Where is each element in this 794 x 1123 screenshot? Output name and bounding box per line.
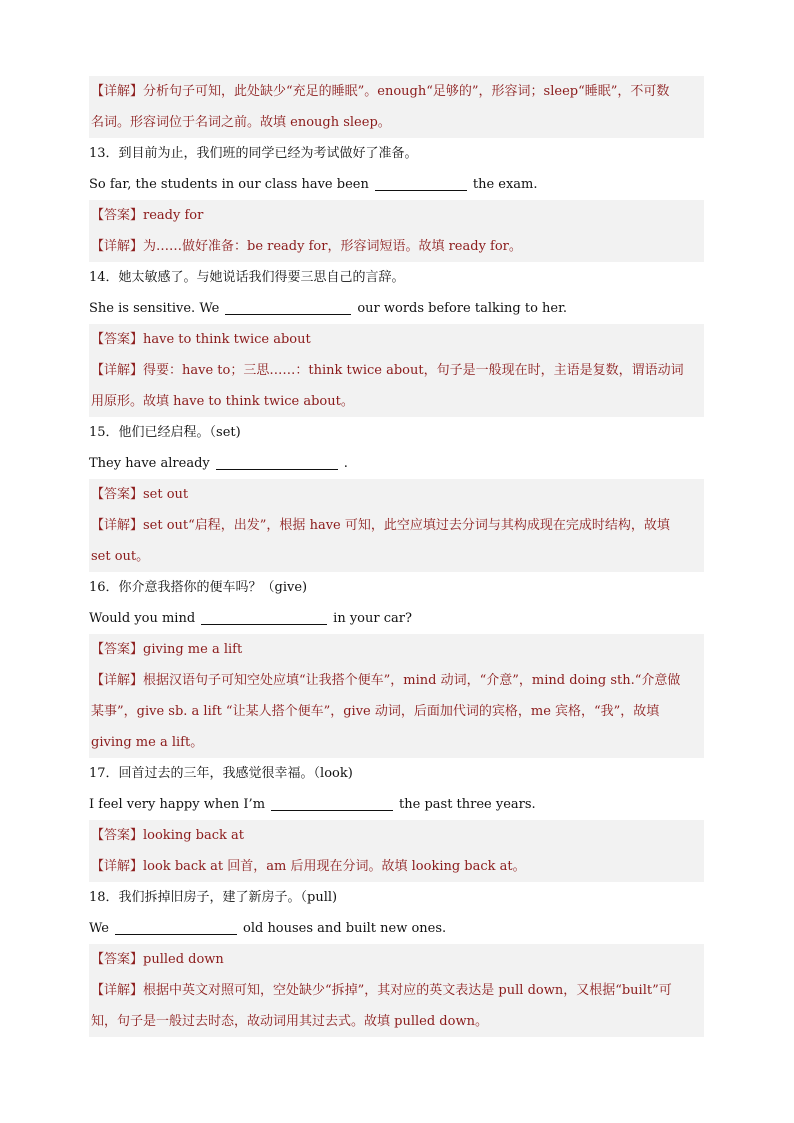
answer-line: 【答案】have to think twice about (89, 324, 704, 355)
answer-block (89, 944, 704, 1037)
answer-block (89, 479, 704, 572)
detail-line: 用原形。故填 have to think twice about。 (89, 386, 704, 417)
answer-line: 【答案】giving me a lift (89, 634, 704, 665)
sentence-after: . (343, 456, 348, 471)
sentence-after: the past three years. (399, 797, 536, 812)
question-text: 14．她太敏感了。与她说话我们得要三思自己的言辞。 (89, 270, 405, 285)
detail-line: 知，句子是一般过去时态，故动词用其过去式。故填 pulled down。 (89, 1006, 704, 1037)
sentence-after: our words before talking to her. (357, 301, 568, 316)
question-text: 18．我们拆掉旧房子，建了新房子。（pull) (89, 890, 338, 905)
answer-blank[interactable] (216, 455, 338, 470)
sentence-before: They have already (89, 456, 210, 471)
answer-block (89, 634, 704, 758)
detail-line: 【详解】为……做好准备：be ready for，形容词短语。故填 ready for。 (89, 231, 704, 262)
sentence-after: old houses and built new ones. (243, 921, 447, 936)
detail-block (89, 76, 704, 138)
detail-line: 【详解】根据中英文对照可知，空处缺少“拆掉”，其对应的英文表达是 pull down，又根据“built”可 (89, 975, 704, 1006)
detail-line: 【详解】look back at 回首，am 后用现在分词。故填 looking back at。 (89, 851, 704, 882)
answer-block (89, 200, 704, 262)
fill-in-sentence (89, 789, 704, 820)
answer-blank[interactable] (225, 300, 351, 315)
question-text: 13．到目前为止，我们班的同学已经为考试做好了准备。 (89, 146, 418, 161)
fill-in-sentence (89, 169, 704, 200)
fill-in-sentence (89, 603, 704, 634)
answer-line: 【答案】set out (89, 479, 704, 510)
detail-line: 名词。形容词位于名词之前。故填 enough sleep。 (89, 107, 704, 138)
answer-blank[interactable] (375, 176, 467, 191)
answer-line: 【答案】ready for (89, 200, 704, 231)
answer-block (89, 324, 704, 417)
worksheet-content (89, 76, 704, 1037)
detail-line: giving me a lift。 (89, 727, 704, 758)
detail-line: 【详解】分析句子可知，此处缺少“充足的睡眠”。enough“足够的”，形容词；sleep“睡眠”，不可数 (89, 76, 704, 107)
sentence-before: Would you mind (89, 611, 196, 626)
question-text: 15．他们已经启程。（set) (89, 425, 241, 440)
detail-line: 某事”，give sb. a lift “让某人搭个便车”，give 动词，后面加代词的宾格，me 宾格，“我”，故填 (89, 696, 704, 727)
answer-blank[interactable] (271, 796, 393, 811)
answer-blank[interactable] (201, 610, 327, 625)
answer-block (89, 820, 704, 882)
fill-in-sentence (89, 448, 704, 479)
sentence-before: She is sensitive. We (89, 301, 220, 316)
detail-line: 【详解】set out“启程，出发”，根据 have 可知，此空应填过去分词与其构成现在完成时结构，故填 (89, 510, 704, 541)
sentence-after: in your car? (333, 611, 412, 626)
detail-line: 【详解】得要：have to；三思……：think twice about，句子是一般现在时，主语是复数，谓语动词 (89, 355, 704, 386)
fill-in-sentence (89, 913, 704, 944)
detail-line: set out。 (89, 541, 704, 572)
fill-in-sentence (89, 293, 704, 324)
sentence-before: So far, the students in our class have been (89, 177, 369, 192)
answer-line: 【答案】looking back at (89, 820, 704, 851)
answer-line: 【答案】pulled down (89, 944, 704, 975)
question-text: 16．你介意我搭你的便车吗？（give) (89, 580, 308, 595)
sentence-before: We (89, 921, 109, 936)
sentence-after: the exam. (472, 177, 538, 192)
detail-line: 【详解】根据汉语句子可知空处应填“让我搭个便车”，mind 动词，“介意”，mind doing sth.“介意做 (89, 665, 704, 696)
sentence-before: I feel very happy when I’m (89, 797, 266, 812)
answer-blank[interactable] (115, 920, 237, 935)
question-text: 17．回首过去的三年，我感觉很幸福。（look) (89, 766, 353, 781)
